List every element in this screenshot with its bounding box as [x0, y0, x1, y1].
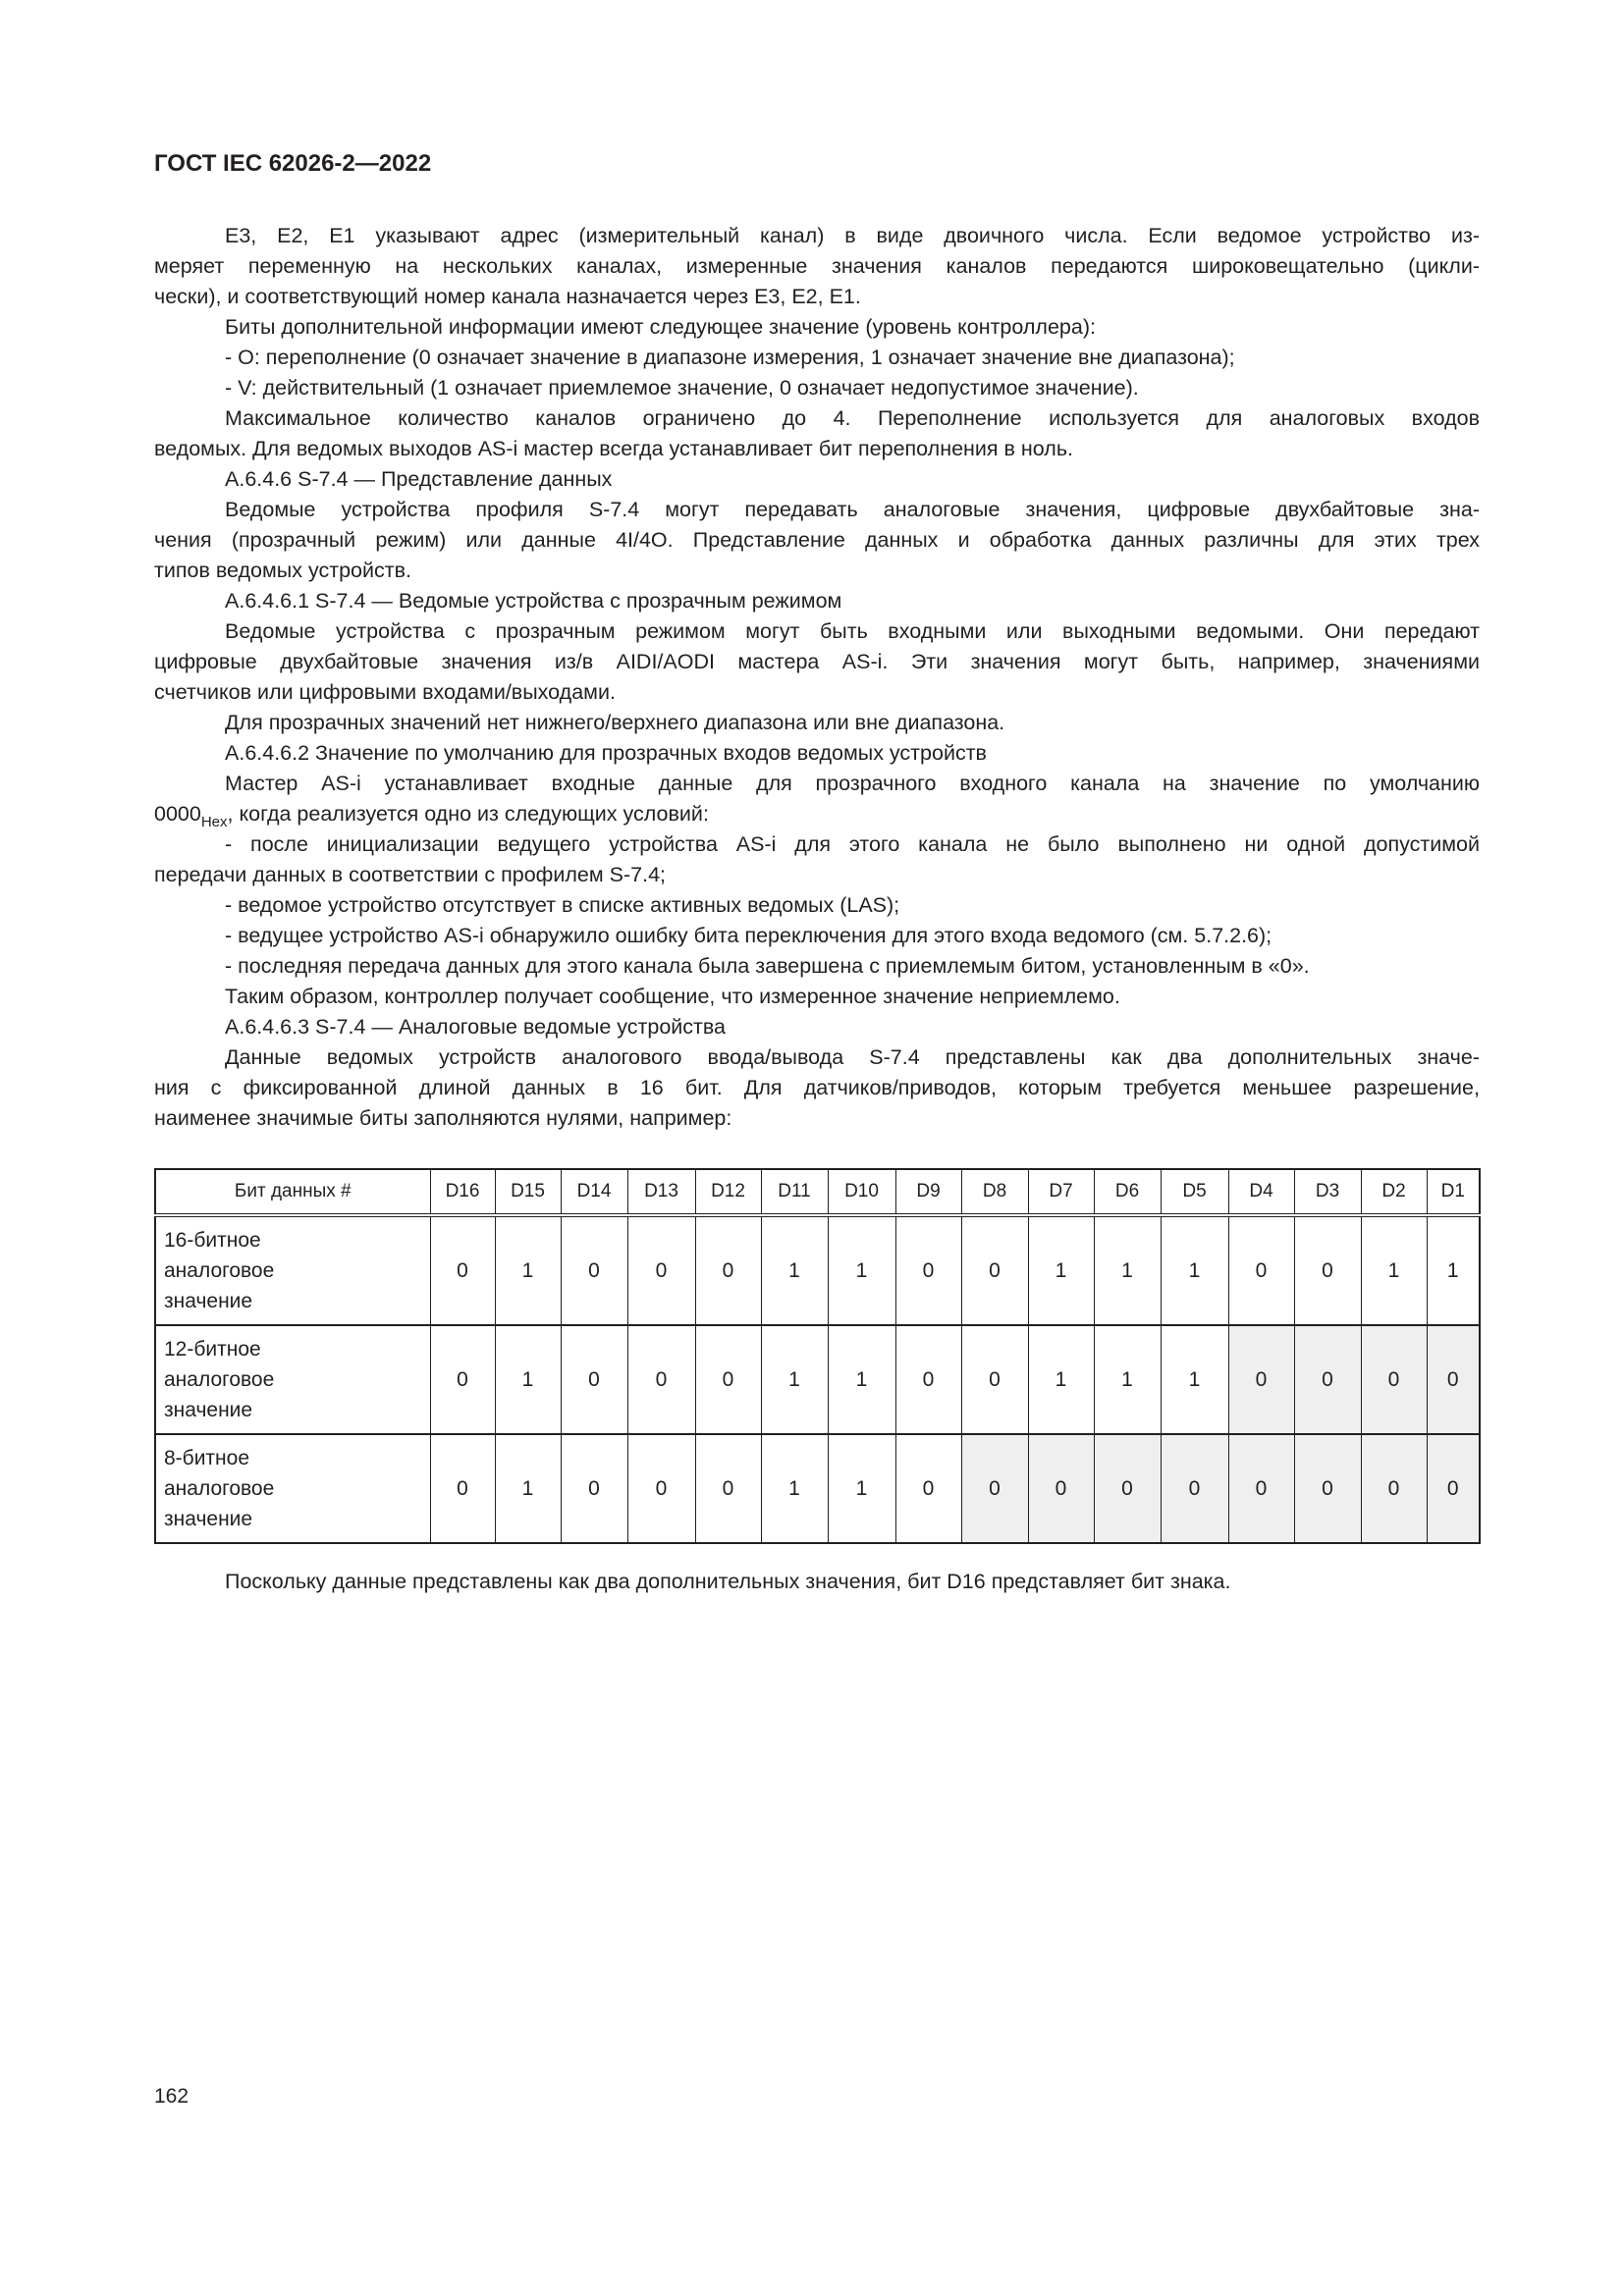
- bit-cell: 1: [1028, 1325, 1094, 1434]
- bit-cell: 0: [1228, 1434, 1294, 1543]
- header-cell: D5: [1161, 1169, 1228, 1215]
- bit-cell: 0: [1228, 1215, 1294, 1325]
- text-line: [154, 343, 1480, 373]
- bit-cell: 1: [828, 1215, 895, 1325]
- bit-cell: 1: [828, 1434, 895, 1543]
- bit-cell: 0: [1094, 1434, 1161, 1543]
- header-cell: D12: [695, 1169, 761, 1215]
- line-text: наименее значимые биты заполняются нулями, например:: [154, 1106, 732, 1130]
- text-line: [154, 1012, 1480, 1042]
- bit-cell: 0: [895, 1434, 961, 1543]
- bit-cell: 1: [1161, 1215, 1228, 1325]
- bit-cell: 0: [961, 1434, 1028, 1543]
- line-text: Ведомые устройства профиля S-7.4 могут передавать аналоговые значения, цифровые двухбайтовые зна-: [225, 498, 1480, 521]
- row-label-line: значение: [164, 1290, 253, 1312]
- bit-cell: 1: [761, 1434, 828, 1543]
- text-line: [154, 921, 1480, 951]
- bit-cell: 0: [1028, 1434, 1094, 1543]
- line-text: Для прозрачных значений нет нижнего/верхнего диапазона или вне диапазона.: [225, 711, 1005, 734]
- line-text: Максимальное количество каналов ограничено до 4. Переполнение используется для аналоговых входов: [225, 406, 1480, 430]
- row-label-line: аналоговое: [164, 1259, 275, 1282]
- bit-cell: 1: [495, 1215, 561, 1325]
- header-cell: D16: [430, 1169, 495, 1215]
- text-line: [154, 464, 1480, 495]
- row-label-line: 12-битное: [164, 1338, 261, 1361]
- bit-cell: 0: [430, 1325, 495, 1434]
- line-text: - V: действительный (1 означает приемлемое значение, 0 означает недопустимое значение).: [225, 376, 1139, 400]
- row-label: [155, 1325, 430, 1434]
- bit-cell: 0: [1161, 1434, 1228, 1543]
- bit-cell: 0: [695, 1215, 761, 1325]
- table-row: [155, 1215, 1480, 1325]
- bit-cell: 0: [1427, 1434, 1480, 1543]
- line-text: E3, E2, E1 указывают адрес (измерительный канал) в виде двоичного числа. Если ведомое устройство из-: [225, 224, 1480, 247]
- text-line: [154, 860, 1480, 890]
- line-text: Ведомые устройства с прозрачным режимом могут быть входными или выходными ведомыми. Они передают: [225, 619, 1480, 643]
- text-line: [154, 951, 1480, 982]
- footnote: Поскольку данные представлены как два дополнительных значения, бит D16 представляет бит знака.: [225, 1570, 1231, 1593]
- text-line: [154, 251, 1480, 282]
- text-line: [154, 495, 1480, 525]
- bit-cell: 0: [1427, 1325, 1480, 1434]
- text-line: [154, 677, 1480, 708]
- bit-cell: 1: [761, 1215, 828, 1325]
- line-text: - после инициализации ведущего устройства AS-i для этого канала не было выполнено ни одной допустимой: [225, 832, 1480, 856]
- header-cell: D1: [1427, 1169, 1480, 1215]
- bit-cell: 1: [828, 1325, 895, 1434]
- line-text: меряет переменную на нескольких каналах, измеренные значения каналов передаются широковещательно (цикли-: [154, 254, 1480, 278]
- text-line: [154, 769, 1480, 799]
- header-cell: D14: [561, 1169, 627, 1215]
- header-cell: D11: [761, 1169, 828, 1215]
- row-label-line: 8-битное: [164, 1447, 250, 1469]
- table-header-row: [155, 1169, 1480, 1215]
- header-cell: D9: [895, 1169, 961, 1215]
- line-text: - O: переполнение (0 означает значение в диапазоне измерения, 1 означает значение вне диапазона);: [225, 346, 1235, 369]
- bit-cell: 0: [627, 1325, 695, 1434]
- line-text: A.6.4.6.2 Значение по умолчанию для прозрачных входов ведомых устройств: [225, 741, 987, 765]
- text-line: [154, 1073, 1480, 1103]
- table-row: [155, 1325, 1480, 1434]
- line-text: - последняя передача данных для этого канала была завершена с приемлемым битом, установленным в «0».: [225, 954, 1310, 978]
- line-text: A.6.4.6 S-7.4 — Представление данных: [225, 467, 613, 491]
- text-line: [154, 525, 1480, 556]
- line-text: Данные ведомых устройств аналогового ввода/вывода S-7.4 представлены как два дополнительных значе-: [225, 1045, 1480, 1069]
- bit-cell: 1: [761, 1325, 828, 1434]
- text-line: [154, 616, 1480, 647]
- bit-cell: 0: [561, 1434, 627, 1543]
- text-line: [154, 982, 1480, 1012]
- text-line: [154, 890, 1480, 921]
- line-text: - ведомое устройство отсутствует в списке активных ведомых (LAS);: [225, 893, 900, 917]
- text-line: [154, 221, 1480, 251]
- text-line: [154, 799, 1480, 829]
- bit-cell: 0: [1294, 1325, 1361, 1434]
- bit-cell: 0: [627, 1434, 695, 1543]
- line-text: A.6.4.6.1 S-7.4 — Ведомые устройства с прозрачным режимом: [225, 589, 842, 613]
- row-label-line: аналоговое: [164, 1368, 275, 1391]
- bit-cell: 0: [1361, 1325, 1427, 1434]
- bit-table: [154, 1168, 1481, 1544]
- line-text: , когда реализуется одно из следующих условий:: [227, 802, 709, 826]
- row-label-line: 16-битное: [164, 1229, 261, 1252]
- text-line: [154, 586, 1480, 616]
- line-text: ния с фиксированной длиной данных в 16 бит. Для датчиков/приводов, которым требуется меньшее разрешение,: [154, 1076, 1480, 1099]
- header-cell: D6: [1094, 1169, 1161, 1215]
- header-cell: D15: [495, 1169, 561, 1215]
- text-line: [154, 1042, 1480, 1073]
- bit-cell: 0: [895, 1325, 961, 1434]
- header-cell: D2: [1361, 1169, 1427, 1215]
- bit-cell: 0: [627, 1215, 695, 1325]
- bit-cell: 0: [1228, 1325, 1294, 1434]
- line-text: цифровые двухбайтовые значения из/в AIDI/AODI мастера AS-i. Эти значения могут быть, например, значениями: [154, 650, 1480, 673]
- bit-cell: 1: [495, 1434, 561, 1543]
- header-cell: D4: [1228, 1169, 1294, 1215]
- header-cell: D3: [1294, 1169, 1361, 1215]
- row-label-line: значение: [164, 1399, 253, 1421]
- bit-cell: 1: [1028, 1215, 1094, 1325]
- bit-cell: 1: [1361, 1215, 1427, 1325]
- bit-cell: 0: [695, 1434, 761, 1543]
- header-cell: D8: [961, 1169, 1028, 1215]
- line-text: 0000: [154, 802, 201, 826]
- bit-cell: 0: [695, 1325, 761, 1434]
- text-line: [154, 556, 1480, 586]
- row-label-line: значение: [164, 1508, 253, 1530]
- header-cell: D10: [828, 1169, 895, 1215]
- header-cell: Бит данных #: [155, 1169, 430, 1215]
- text-line: [154, 829, 1480, 860]
- line-text: типов ведомых устройств.: [154, 559, 411, 582]
- row-label: [155, 1215, 430, 1325]
- bit-cell: 0: [895, 1215, 961, 1325]
- line-text: A.6.4.6.3 S-7.4 — Аналоговые ведомые устройства: [225, 1015, 727, 1039]
- table-row: [155, 1434, 1480, 1543]
- bit-cell: 1: [1161, 1325, 1228, 1434]
- bit-cell: 0: [430, 1215, 495, 1325]
- row-label: [155, 1434, 430, 1543]
- bit-cell: 0: [430, 1434, 495, 1543]
- text-line: [154, 647, 1480, 677]
- line-text: ведомых. Для ведомых выходов AS-i мастер всегда устанавливает бит переполнения в ноль.: [154, 437, 1073, 460]
- bit-cell: 1: [495, 1325, 561, 1434]
- bit-cell: 0: [961, 1215, 1028, 1325]
- bit-cell: 0: [961, 1325, 1028, 1434]
- bit-cell: 0: [561, 1325, 627, 1434]
- line-text: Таким образом, контроллер получает сообщение, что измеренное значение неприемлемо.: [225, 985, 1120, 1008]
- header-cell: D7: [1028, 1169, 1094, 1215]
- page-number: 162: [154, 2085, 189, 2108]
- line-text: передачи данных в соответствии с профилем S-7.4;: [154, 863, 666, 886]
- text-line: [154, 1103, 1480, 1134]
- line-text: счетчиков или цифровыми входами/выходами.: [154, 680, 616, 704]
- header-cell: D13: [627, 1169, 695, 1215]
- text-line: [154, 738, 1480, 769]
- bit-cell: 1: [1427, 1215, 1480, 1325]
- text-line: [154, 434, 1480, 464]
- text-line: [154, 708, 1480, 738]
- text-line: [154, 373, 1480, 403]
- document-header: ГОСТ IEC 62026-2—2022: [154, 150, 432, 177]
- line-text: - ведущее устройство AS-i обнаружило ошибку бита переключения для этого входа ведомого (см. 5.7.2.6);: [225, 924, 1272, 947]
- document-body: [154, 221, 1480, 1134]
- line-text: Биты дополнительной информации имеют следующее значение (уровень контроллера):: [225, 315, 1096, 339]
- bit-cell: 0: [561, 1215, 627, 1325]
- text-line: [154, 282, 1480, 312]
- line-text: Мастер AS-i устанавливает входные данные для прозрачного входного канала на значение по умолчанию: [225, 772, 1480, 795]
- row-label-line: аналоговое: [164, 1477, 275, 1500]
- bit-cell: 0: [1361, 1434, 1427, 1543]
- bit-cell: 1: [1094, 1215, 1161, 1325]
- bit-cell: 0: [1294, 1215, 1361, 1325]
- line-text: чения (прозрачный режим) или данные 4I/4O. Представление данных и обработка данных различны для этих трех: [154, 528, 1480, 552]
- line-text: чески), и соответствующий номер канала назначается через E3, E2, E1.: [154, 285, 861, 308]
- bit-cell: 1: [1094, 1325, 1161, 1434]
- text-line: [154, 312, 1480, 343]
- subscript: Hex: [200, 814, 228, 830]
- text-line: [154, 403, 1480, 434]
- bit-cell: 0: [1294, 1434, 1361, 1543]
